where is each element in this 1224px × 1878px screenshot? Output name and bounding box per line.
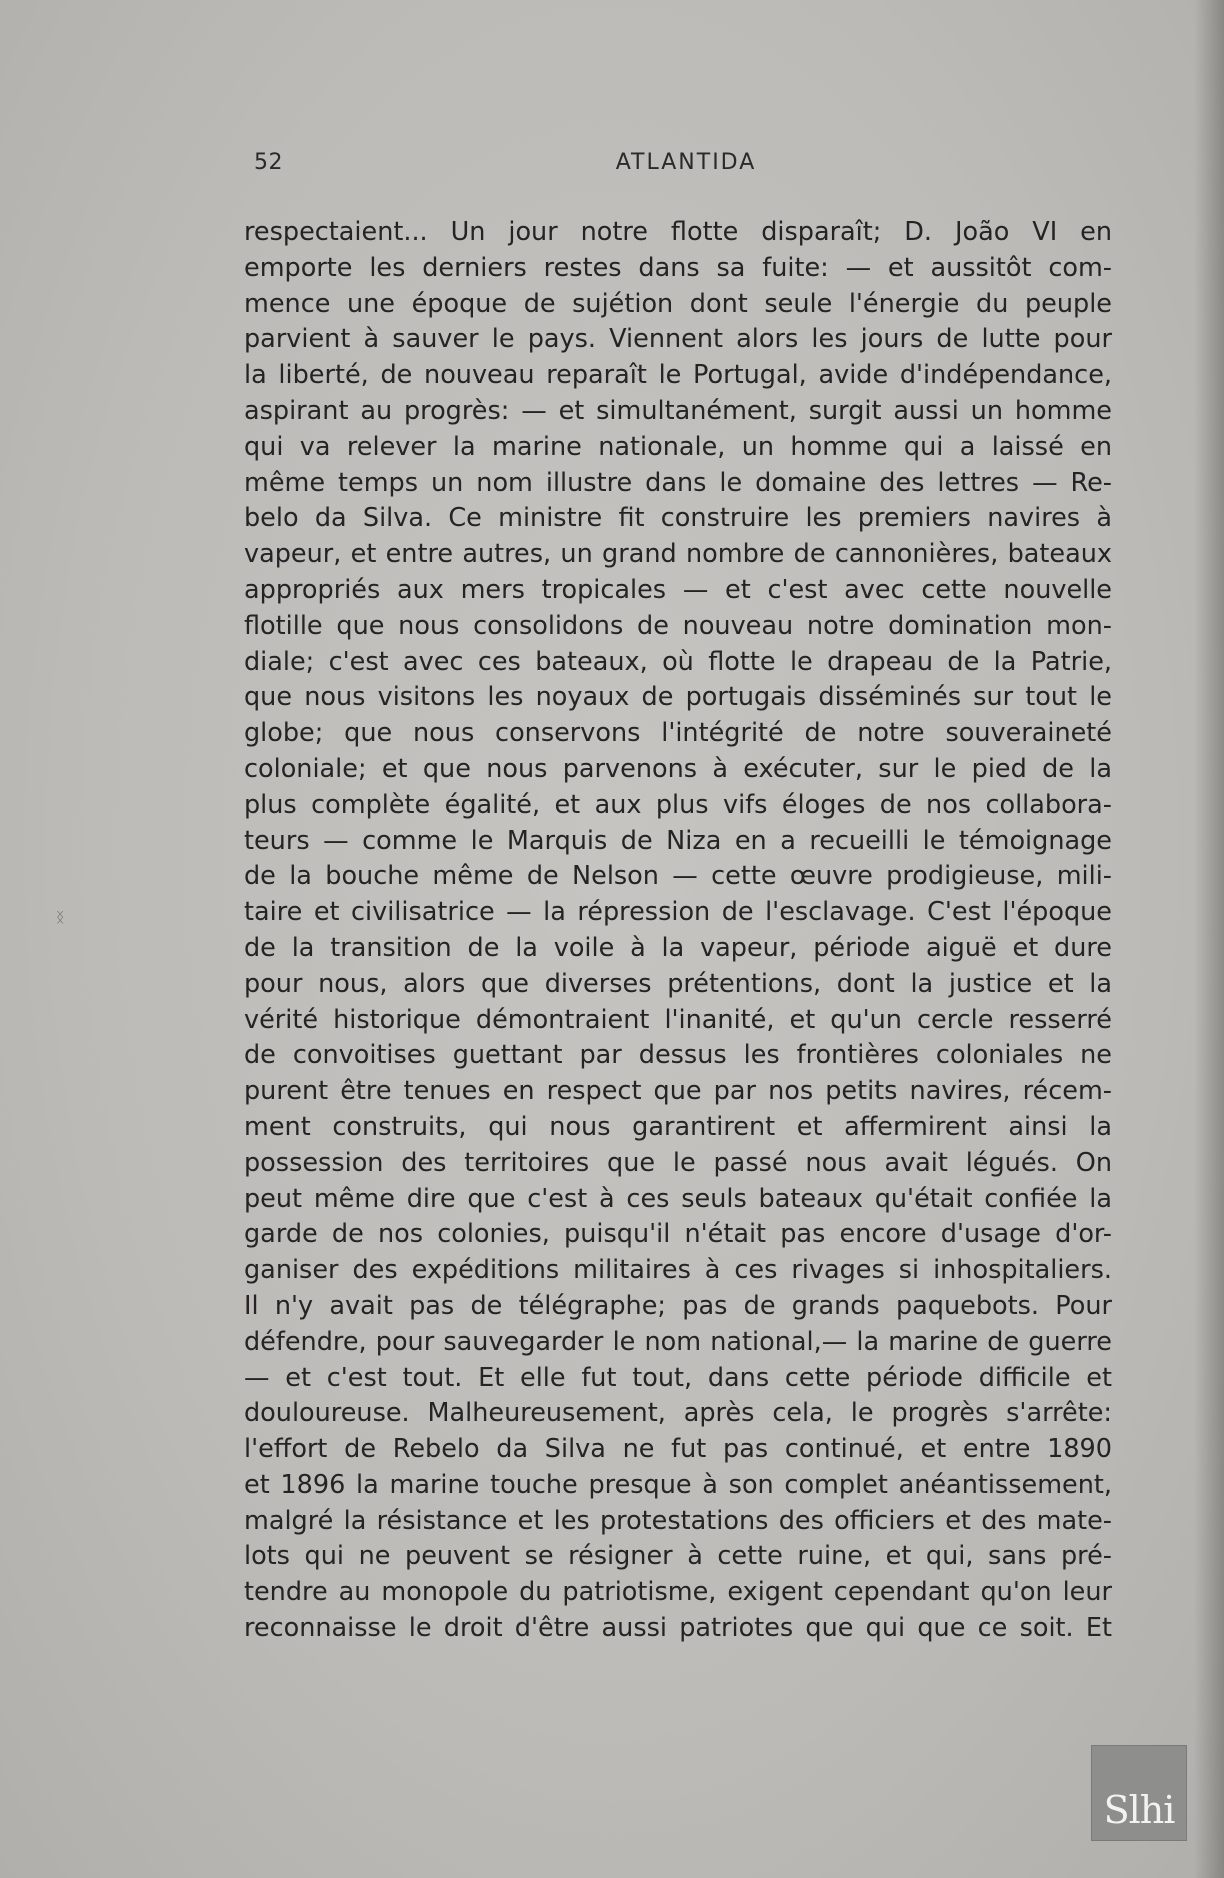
text-line: l'effort de Rebelo da Silva ne fut pas continué, et entre 1890 — [244, 1434, 1112, 1465]
text-line: respectaient... Un jour notre flotte disparaît; D. João VI en — [244, 217, 1112, 247]
page-number: 52 — [254, 150, 283, 175]
text-line: la liberté, de nouveau reparaît le Portugal, avide d'indépendance, — [244, 360, 1112, 391]
text-line: de la bouche même de Nelson — cette œuvre prodigieuse, mili- — [244, 861, 1112, 892]
text-line: malgré la résistance et les protestations des officiers et des mate- — [244, 1505, 1112, 1536]
text-line: ganiser des expéditions militaires à ces rivages si inhospitaliers. — [244, 1255, 1112, 1286]
text-line: de la transition de la voile à la vapeur, période aiguë et dure — [244, 932, 1112, 963]
text-line: douloureuse. Malheureusement, après cela, le progrès s'arrête: — [244, 1398, 1112, 1429]
text-line: teurs — comme le Marquis de Niza en a recueilli le témoignage — [244, 825, 1112, 856]
text-line: globe; que nous conservons l'intégrité de notre souveraineté — [244, 718, 1112, 749]
text-line: taire et civilisatrice — la répression de l'esclavage. C'est l'époque — [244, 897, 1112, 928]
text-line: peut même dire que c'est à ces seuls bateaux qu'était confiée la — [244, 1183, 1112, 1214]
text-line: et 1896 la marine touche presque à son complet anéantissement, — [244, 1469, 1112, 1500]
text-line: qui va relever la marine nationale, un homme qui a laissé en — [244, 431, 1112, 462]
text-line: ment construits, qui nous garantirent et affermirent ainsi la — [244, 1111, 1112, 1142]
text-line: tendre au monopole du patriotisme, exigent cependant qu'on leur — [244, 1577, 1112, 1608]
text-line: vérité historique démontraient l'inanité, et qu'un cercle resserré — [244, 1004, 1112, 1035]
paper-speck-mark: ᛝ — [56, 910, 65, 926]
text-line: pour nous, alors que diverses prétentions, dont la justice et la — [244, 968, 1112, 999]
library-logo — [1091, 1745, 1187, 1841]
text-line: de convoitises guettant par dessus les frontières coloniales ne — [244, 1040, 1112, 1071]
text-line: garde de nos colonies, puisqu'il n'était pas encore d'usage d'or- — [244, 1219, 1112, 1250]
text-line: coloniale; et que nous parvenons à exécuter, sur le pied de la — [244, 753, 1112, 784]
text-line: diale; c'est avec ces bateaux, où flotte le drapeau de la Patrie, — [244, 646, 1112, 677]
text-line: même temps un nom illustre dans le domaine des lettres — Re- — [244, 467, 1112, 498]
text-line: appropriés aux mers tropicales — et c'est avec cette nouvelle — [244, 574, 1112, 605]
text-line: flotille que nous consolidons de nouveau notre domination mon- — [244, 610, 1112, 641]
book-spine-shadow — [1194, 0, 1224, 1878]
text-line: reconnaisse le droit d'être aussi patriotes que qui que ce soit. Et — [244, 1613, 1112, 1644]
text-line: défendre, pour sauvegarder le nom national,— la marine de guerre — [244, 1326, 1112, 1357]
text-line: mence une époque de sujétion dont seule l'énergie du peuple — [244, 288, 1112, 319]
text-line: purent être tenues en respect que par nos petits navires, récem- — [244, 1076, 1112, 1107]
text-line: parvient à sauver le pays. Viennent alors les jours de lutte pour — [244, 324, 1112, 355]
text-line: — et c'est tout. Et elle fut tout, dans cette période difficile et — [244, 1362, 1112, 1393]
page-header — [254, 150, 1118, 186]
text-line: plus complète égalité, et aux plus vifs éloges de nos collabora- — [244, 789, 1112, 820]
text-line: aspirant au progrès: — et simultanément, surgit aussi un homme — [244, 395, 1112, 426]
library-logo-text: Slhi — [1103, 1788, 1175, 1832]
text-line: lots qui ne peuvent se résigner à cette ruine, et qui, sans pré- — [244, 1541, 1112, 1572]
text-line: belo da Silva. Ce ministre fit construire les premiers navires à — [244, 503, 1112, 534]
text-line: vapeur, et entre autres, un grand nombre de cannonières, bateaux — [244, 539, 1112, 570]
text-line: Il n'y avait pas de télégraphe; pas de grands paquebots. Pour — [244, 1290, 1112, 1321]
text-line: emporte les derniers restes dans sa fuite: — et aussitôt com- — [244, 252, 1112, 283]
running-title: ATLANTIDA — [615, 150, 757, 175]
text-line: que nous visitons les noyaux de portugais disséminés sur tout le — [244, 682, 1112, 713]
body-text — [244, 215, 1112, 1647]
text-line: possession des territoires que le passé nous avait légués. On — [244, 1147, 1112, 1178]
